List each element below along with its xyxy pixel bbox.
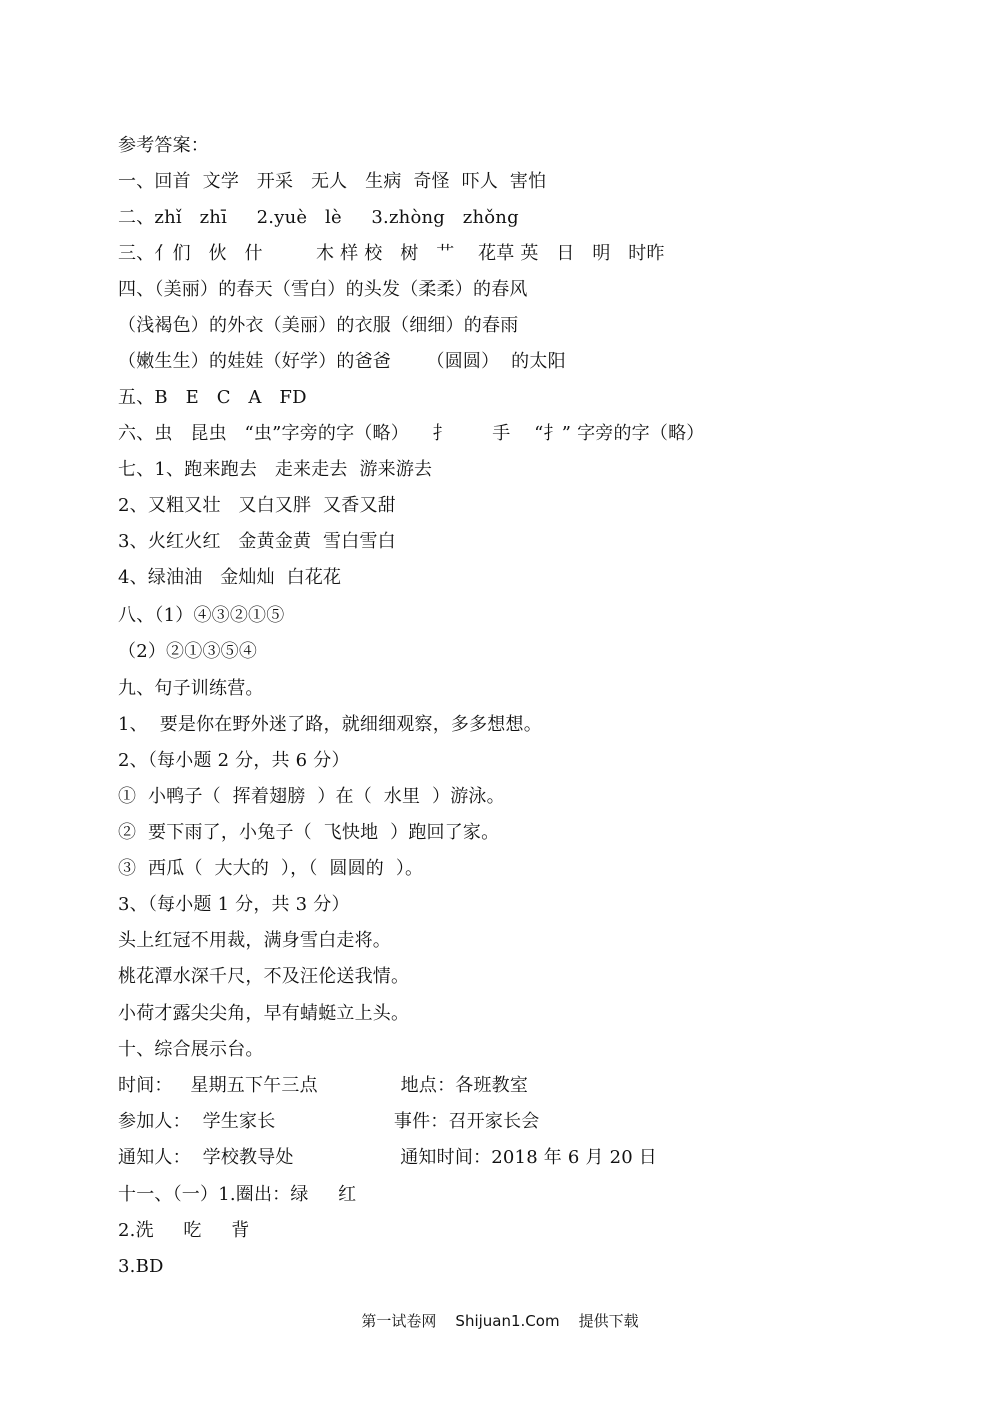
answer-q4-line3: （嫩生生）的娃娃（好学）的爸爸 （圆圆） 的太阳 [118,351,566,372]
answer-q10-line2: 参加人： 学生家长 事件：召开家长会 [118,1111,540,1132]
page-footer: 第一试卷网 Shijuan1.Com 提供下载 [361,1312,639,1330]
answer-q9-1: 1、 要是你在野外迷了路，就细细观察，多多想想。 [118,714,542,735]
answer-q10-line1: 时间： 星期五下午三点 地点：各班教室 [118,1075,529,1096]
answer-q11-line3: 3.BD [118,1256,164,1277]
answer-q10-line3: 通知人： 学校教导处 通知时间：2018 年 6 月 20 日 [118,1147,658,1168]
answer-q1: 一、回首 文学 开采 无人 生病 奇怪 吓人 害怕 [118,171,547,192]
answer-q9-2c: ③ 西瓜（ 大大的 ），（ 圆圆的 ）。 [118,858,424,879]
answer-q7-line3: 3、火红火红 金黄金黄 雪白雪白 [118,531,396,552]
answer-q8-line1: 八、（1）④③②①⑤ [118,605,285,626]
answer-q10-title: 十、综合展示台。 [118,1039,264,1060]
answer-q2: 二、zhǐ zhī 2.yuè lè 3.zhòng zhǒng [118,207,519,228]
answer-q7-line2: 2、又粗又壮 又白又胖 又香又甜 [118,495,396,516]
answer-q3: 三、亻们 伙 什 木 样 校 树 艹 花草 英 日 明 时昨 [118,243,665,264]
answer-title: 参考答案： [118,135,209,156]
answer-q9-2: 2、（每小题 2 分，共 6 分） [118,750,350,771]
answer-q4-line1: 四、（美丽）的春天（雪白）的头发（柔柔）的春风 [118,279,528,300]
answer-q11-line1: 十一、（一）1.圈出：绿 红 [118,1184,357,1205]
answer-q9-title: 九、句子训练营。 [118,678,264,699]
answer-q7-line4: 4、绿油油 金灿灿 白花花 [118,567,342,588]
answer-q8-line2: （2）②①③⑤④ [118,641,258,662]
answer-q5: 五、B E C A FD [118,387,307,408]
answer-q6: 六、虫 昆虫 “虫”字旁的字（略） 扌 手 “扌” 字旁的字（略） [118,423,705,444]
answer-q9-3: 3、（每小题 1 分，共 3 分） [118,894,350,915]
answer-q9-3a: 头上红冠不用裁，满身雪白走将。 [118,930,391,951]
answer-q9-3b: 桃花潭水深千尺，不及汪伦送我情。 [118,966,410,987]
answer-q9-3c: 小荷才露尖尖角，早有蜻蜓立上头。 [118,1003,410,1024]
answer-q11-line2: 2.洗 吃 背 [118,1220,250,1241]
answer-q7-line1: 七、1、跑来跑去 走来走去 游来游去 [118,459,433,480]
answer-q9-2b: ② 要下雨了，小兔子（ 飞快地 ）跑回了家。 [118,822,500,843]
answer-q4-line2: （浅褐色）的外衣（美丽）的衣服（细细）的春雨 [118,315,519,336]
answer-q9-2a: ① 小鸭子（ 挥着翅膀 ）在（ 水里 ）游泳。 [118,786,505,807]
